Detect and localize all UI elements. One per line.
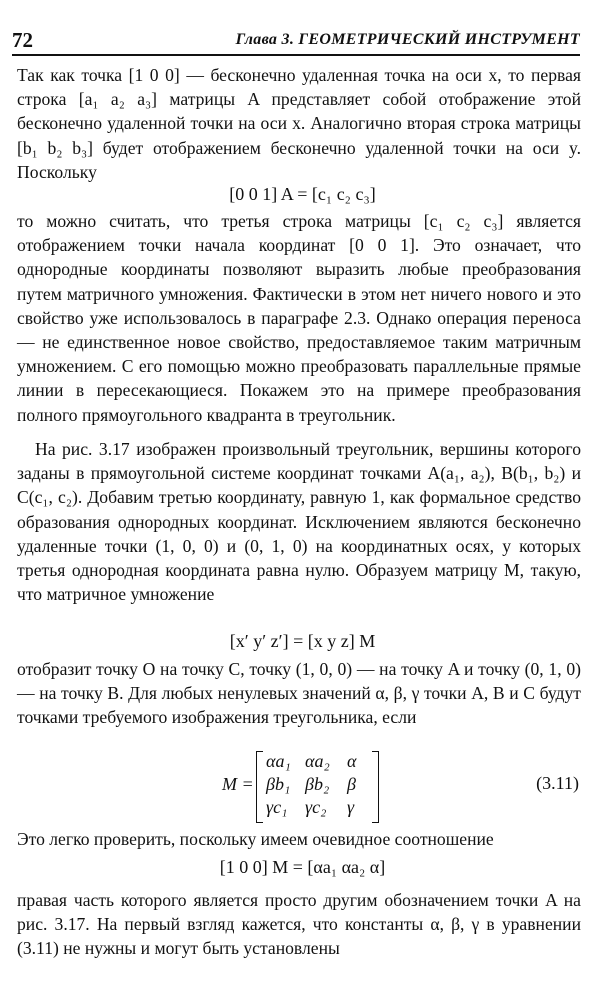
matrix-cell: γ <box>347 797 355 817</box>
paragraph-2: то можно считать, что третья строка матрицы [c₁ c₂ c₃] является отображением точки начала координат [0 0 1]. Это означает, что однородные координаты позволяют выразить любые преобразования путем матричного умножения. Фактически в этом нет ничего нового и это свойство уже использовалось в параграфе 2.3. Однако операция переноса — не единственное новое свойство, предоставляемое таким матричным умножением. С его помощью можно преобразовать параллельные прямые линии в пересекающиеся. Покажем это на примере преобразования полного прямоугольного квадранта в треугольник. <box>17 211 581 425</box>
matrix-cell: αa₂ <box>305 751 330 771</box>
matrix-lhs: M = <box>222 774 254 794</box>
formula-third-row: [0 0 1] A = [c₁ c₂ c₃] <box>229 184 376 204</box>
equation-number: (3.11) <box>536 773 579 793</box>
paragraph-3: На рис. 3.17 изображен произвольный треугольник, вершины которого заданы в прямоугольной системе координат точками A(a₁, a₂), B(b₁, b₂) и C(c₁, c₂). Добавим третью координату, равную 1, как формальное средство образования однородных координат. Исключением являются бесконечно удаленные точки (1, 0, 0) и (0, 1, 0) на координатных осях, у которых третья однородная координата равна нулю. Образуем матрицу M, такую, что матричное умножение <box>17 439 581 605</box>
matrix-equation <box>222 749 402 823</box>
matrix-cell: αa₁ <box>266 751 291 771</box>
matrix-cell: βb₂ <box>305 774 330 794</box>
matrix-cell: β <box>347 774 356 794</box>
matrix-cell: βb₁ <box>266 774 291 794</box>
left-bracket <box>256 751 263 823</box>
page-header <box>12 28 580 56</box>
matrix-cell: α <box>347 751 357 771</box>
running-title: Глава 3. ГЕОМЕТРИЧЕСКИЙ ИНСТРУМЕНТ <box>235 31 580 48</box>
paragraph-4: отобразит точку O на точку C, точку (1, 0, 0) — на точку A и точку (0, 1, 0) — на точку B. Для любых ненулевых значений α, β, γ точки A, B и C будут точками требуемого изображения треугольника, если <box>17 659 581 728</box>
paragraph-6: правая часть которого является просто другим обозначением точки A на рис. 3.17. На первый взгляд кажется, что константы α, β, γ в уравнении (3.11) не нужны и могут быть установлены <box>17 890 581 959</box>
formula-matrix-multiplication: [x′ y′ z′] = [x y z] M <box>229 631 376 651</box>
matrix-cell: γc₁ <box>266 797 288 817</box>
matrix-grid <box>266 751 371 820</box>
paragraph-5: Это легко проверить, поскольку имеем очевидное соотношение <box>17 829 494 849</box>
matrix-cell: γc₂ <box>305 797 327 817</box>
paragraph-1: Так как точка [1 0 0] — бесконечно удаленная точка на оси x, то первая строка [a₁ a₂ a₃] матрицы A представляет собой отображение этой бесконечно удаленной точки на оси x. Аналогично вторая строка матрицы [b₁ b₂ b₃] будет отображением бесконечно удаленной точки на оси y. Поскольку <box>17 65 581 182</box>
formula-first-row-product: [1 0 0] M = [αa₁ αa₂ α] <box>219 857 386 877</box>
page-number: 72 <box>12 28 33 52</box>
right-bracket <box>372 751 379 823</box>
